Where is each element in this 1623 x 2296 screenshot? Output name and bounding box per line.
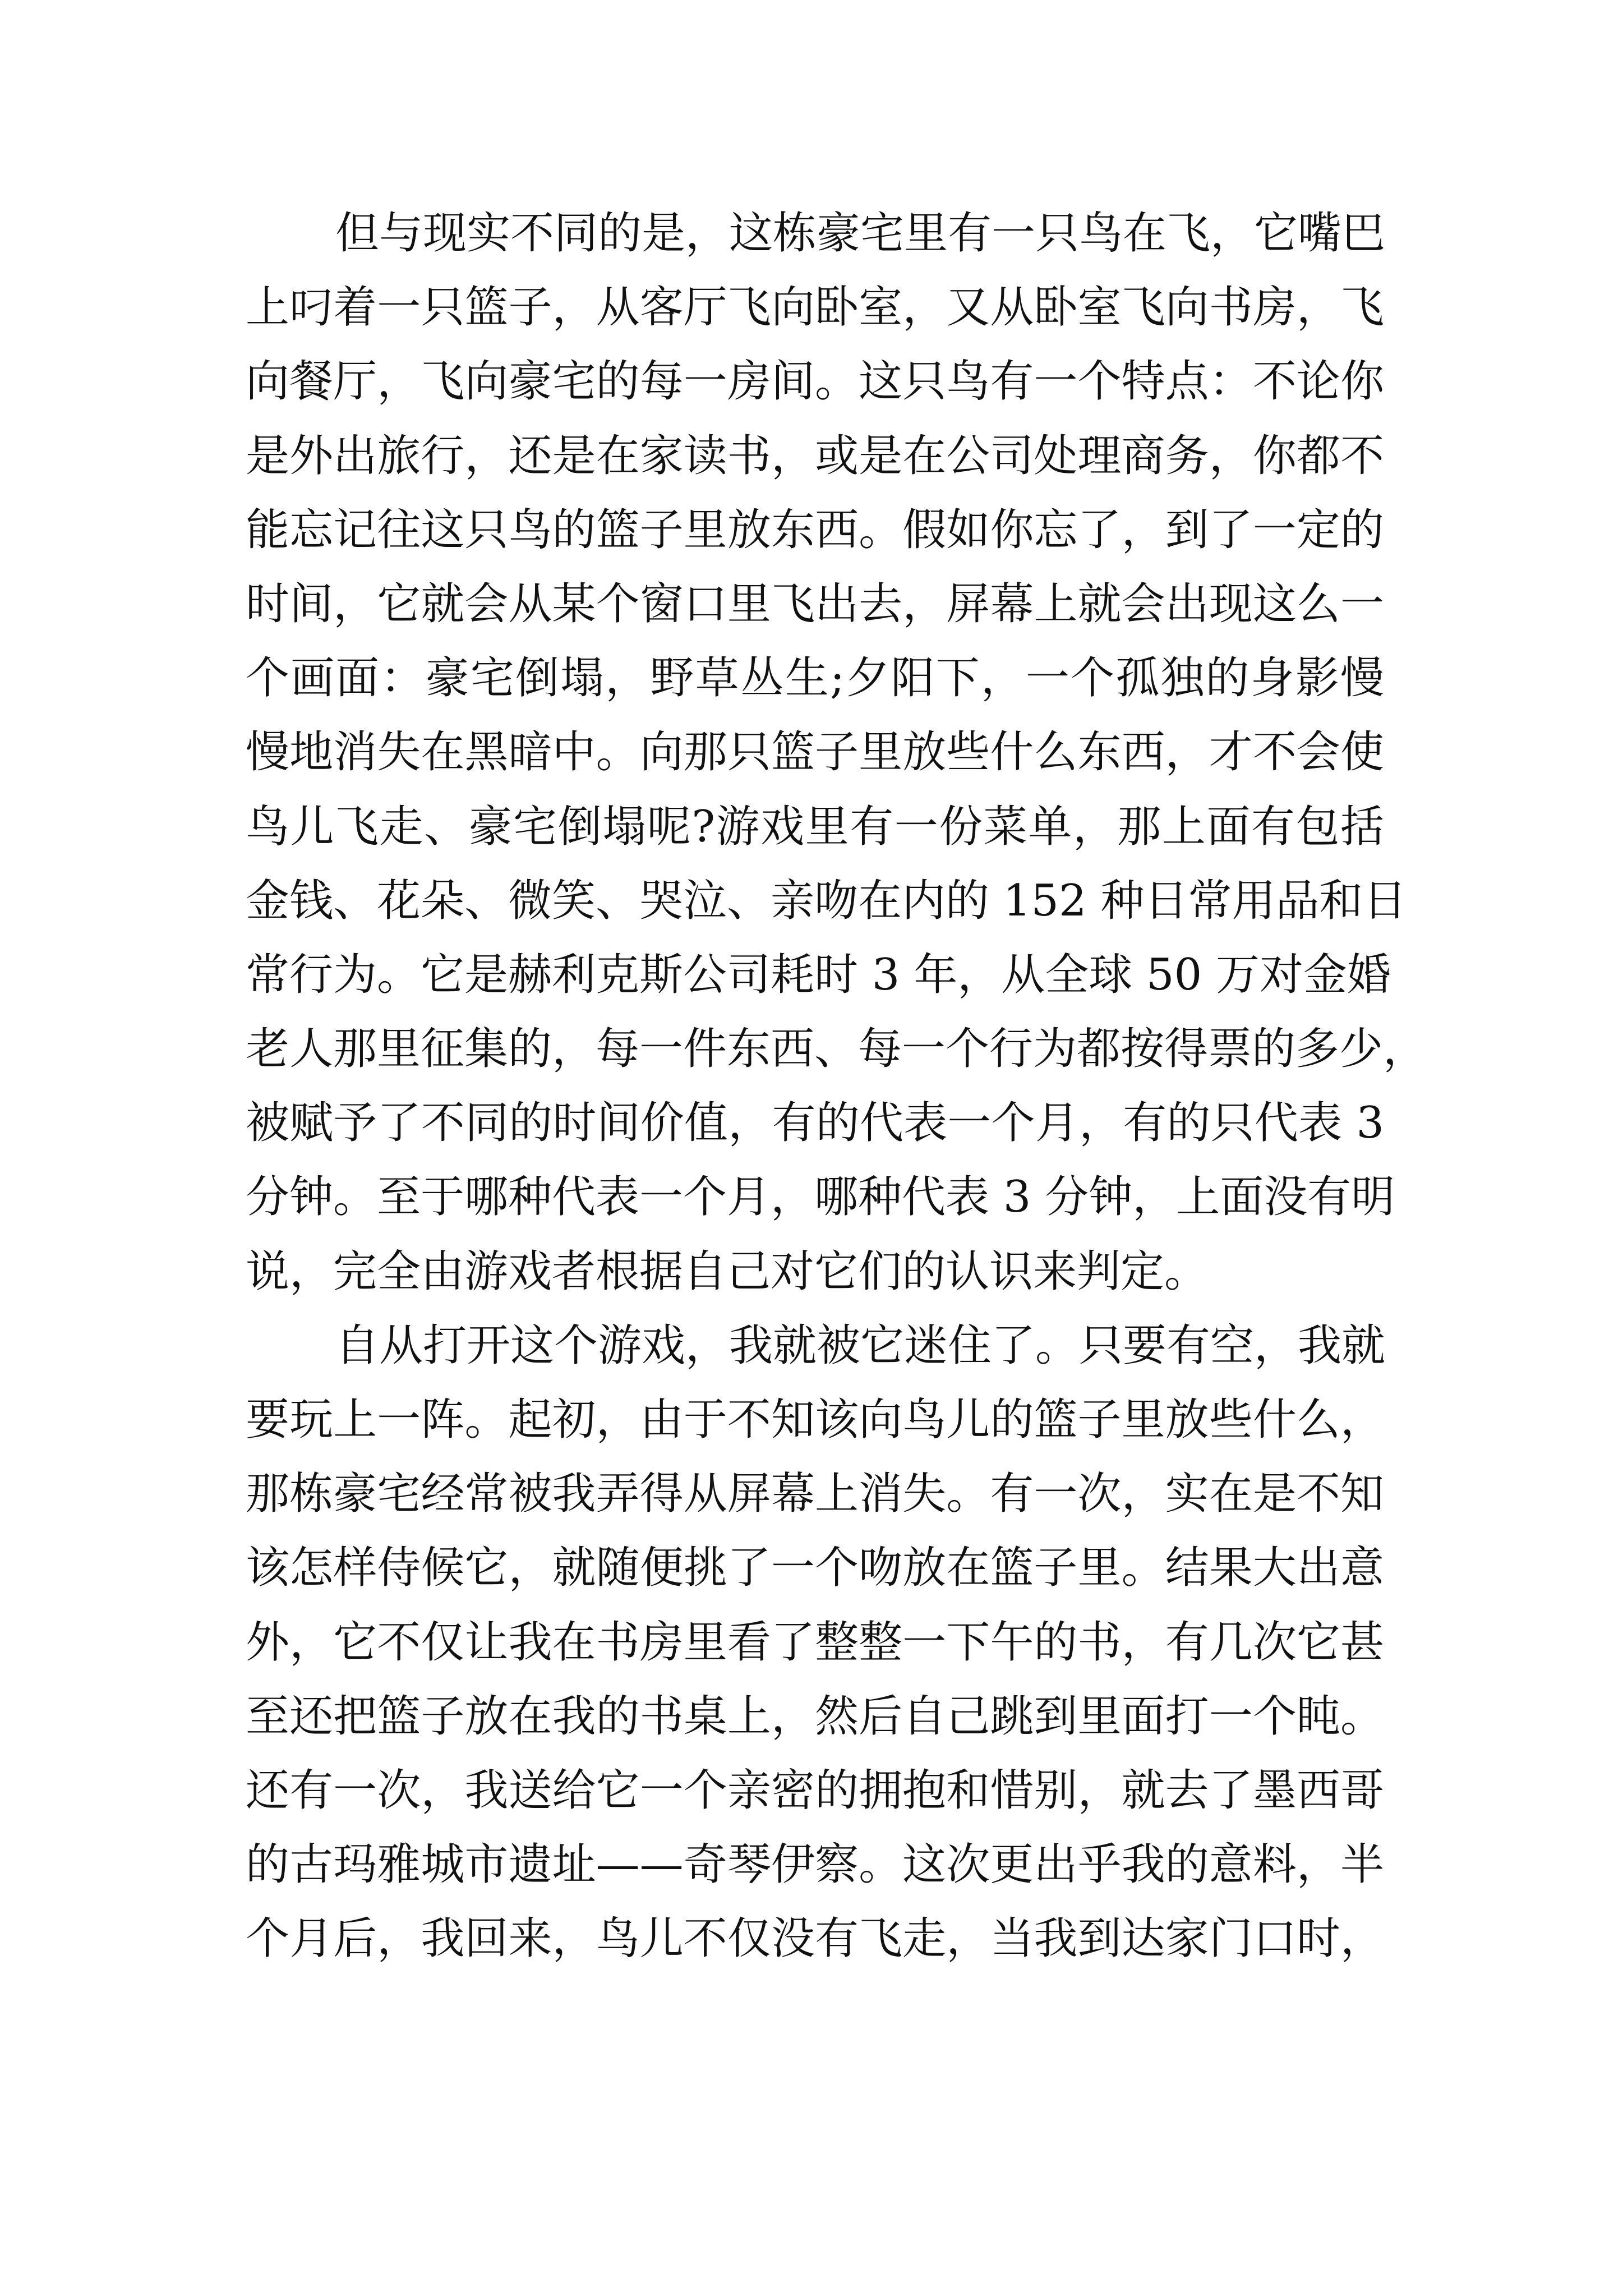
text-line: 的古玛雅城市遗址——奇琴伊察。这次更出乎我的意料，半 [246,1839,1384,1890]
text-line: 分钟。至于哪种代表一个月，哪种代表 3 分钟，上面没有明 [246,1172,1395,1223]
text-line: 自从打开这个游戏，我就被它迷住了。只要有空，我就 [335,1320,1386,1371]
text-line: 还有一次，我送给它一个亲密的拥抱和惜别，就去了墨西哥 [246,1765,1384,1816]
text-line: 上叼着一只篮子，从客厅飞向卧室，又从卧室飞向书房，飞 [246,282,1384,333]
text-line: 常行为。它是赫利克斯公司耗时 3 年，从全球 50 万对金婚 [246,949,1391,1000]
text-line: 金钱、花朵、微笑、哭泣、亲吻在内的 152 种日常用品和日 [246,875,1407,926]
text-line: 说，完全由游戏者根据自己对它们的认识来判定。 [246,1246,1209,1297]
text-line: 被赋予了不同的时间价值，有的代表一个月，有的只代表 3 [246,1098,1384,1149]
text-line: 那栋豪宅经常被我弄得从屏幕上消失。有一次，实在是不知 [246,1469,1384,1520]
document-body [246,196,1427,1976]
text-line: 个画面：豪宅倒塌，野草丛生;夕阳下，一个孤独的身影慢 [246,653,1384,704]
text-line: 慢地消失在黑暗中。向那只篮子里放些什么东西，才不会使 [246,727,1384,778]
paragraph-1 [246,196,1427,1309]
text-line: 老人那里征集的，每一件东西、每一个行为都按得票的多少， [246,1024,1427,1075]
text-line: 向餐厅，飞向豪宅的每一房间。这只鸟有一个特点：不论你 [246,356,1384,407]
text-line: 要玩上一阵。起初，由于不知该向鸟儿的篮子里放些什么， [246,1395,1384,1445]
text-line: 是外出旅行，还是在家读书，或是在公司处理商务，你都不 [246,430,1384,481]
text-line: 个月后，我回来，鸟儿不仅没有飞走，当我到达家门口时， [246,1913,1384,1964]
text-line: 能忘记往这只鸟的篮子里放东西。假如你忘了，到了一定的 [246,504,1384,555]
paragraph-2 [246,1309,1384,1976]
text-line: 外，它不仅让我在书房里看了整整一下午的书，有几次它甚 [246,1617,1384,1668]
text-line: 至还把篮子放在我的书桌上，然后自己跳到里面打一个盹。 [246,1691,1384,1742]
text-line: 鸟儿飞走、豪宅倒塌呢?游戏里有一份菜单，那上面有包括 [246,801,1384,852]
text-line: 时间，它就会从某个窗口里飞出去，屏幕上就会出现这么一 [246,578,1384,629]
text-line: 该怎样侍候它，就随便挑了一个吻放在篮子里。结果大出意 [246,1543,1384,1594]
text-line: 但与现实不同的是，这栋豪宅里有一只鸟在飞，它嘴巴 [335,208,1386,259]
